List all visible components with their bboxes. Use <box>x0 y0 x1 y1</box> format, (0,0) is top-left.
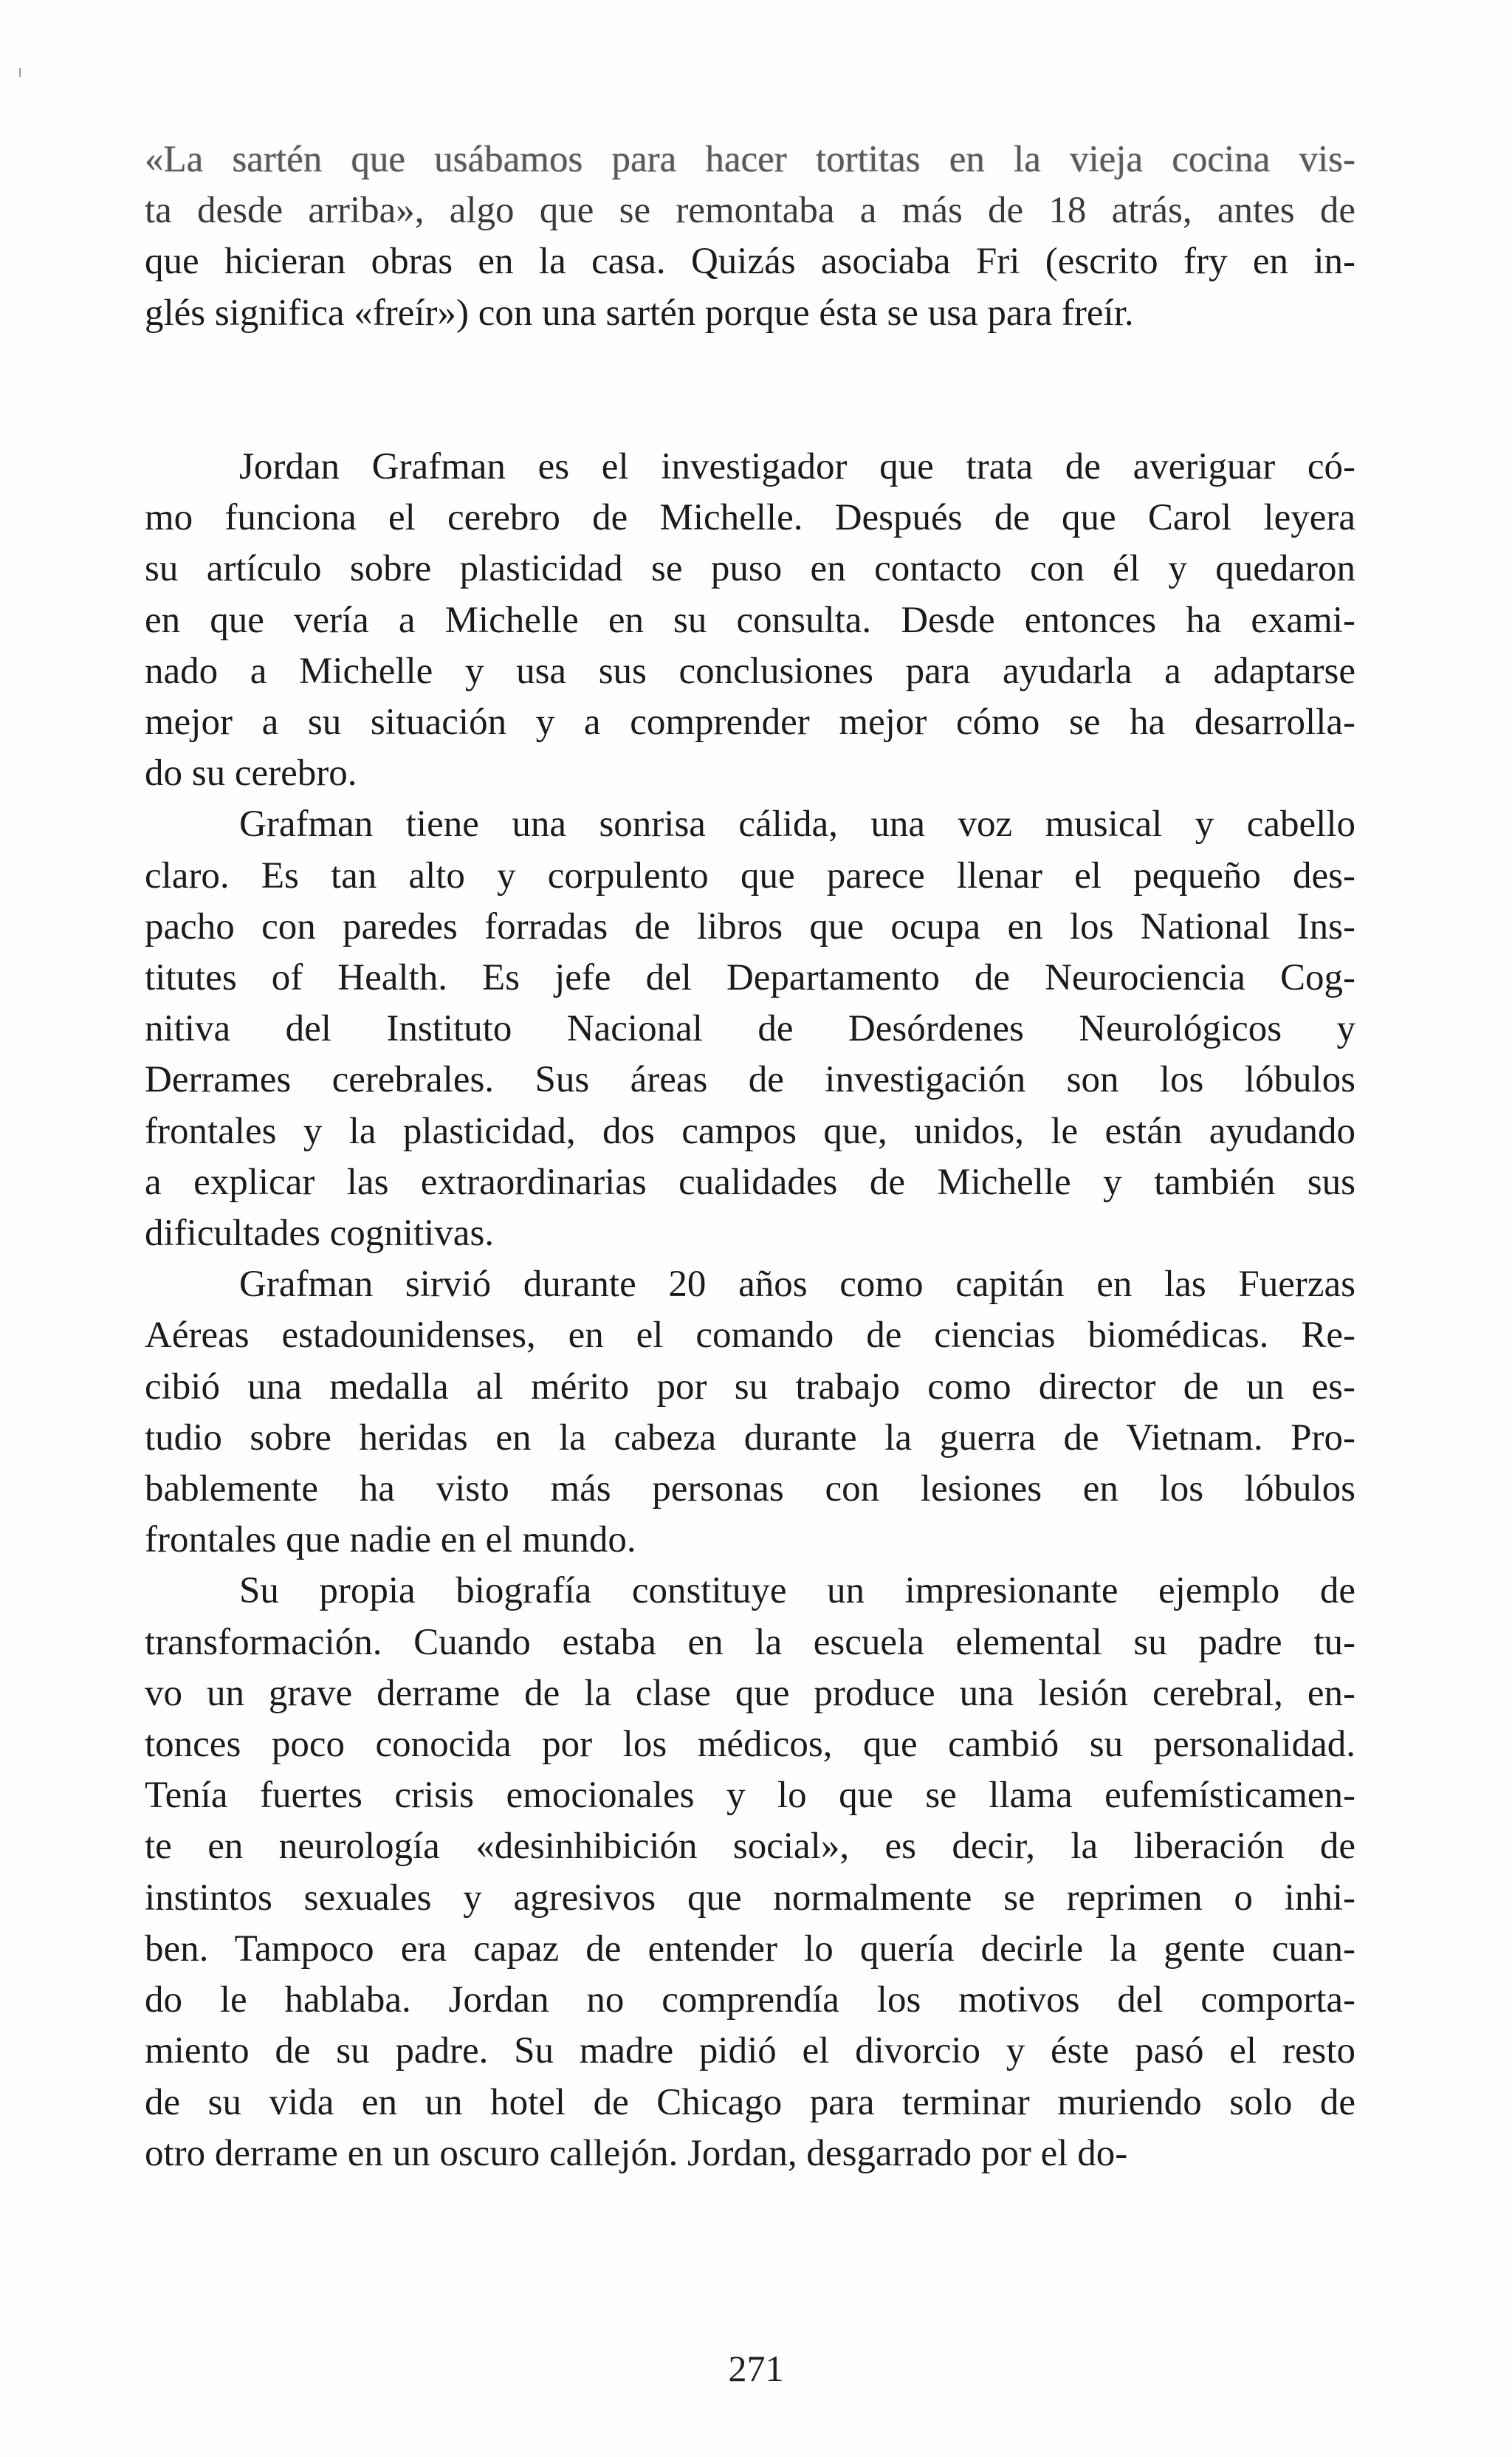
text-line: de su vida en un hotel de Chicago para terminar muriendo solo de <box>145 2081 1355 2123</box>
paragraph-0 <box>145 134 1355 339</box>
text-line: ta desde arriba», algo que se remontaba a más de 18 atrás, antes de <box>145 190 1355 232</box>
text-line: Jordan Grafman es el investigador que trata de averiguar có- <box>239 446 1355 487</box>
text-line: titutes of Health. Es jefe del Departamento de Neurociencia Cog- <box>145 957 1355 999</box>
text-line: frontales que nadie en el mundo. <box>145 1519 636 1561</box>
text-line: Grafman sirvió durante 20 años como capitán en las Fuerzas <box>239 1264 1355 1306</box>
text-line: cibió una medalla al mérito por su trabajo como director de un es- <box>145 1365 1355 1408</box>
text-line: mo funciona el cerebro de Michelle. Después de que Carol leyera <box>145 497 1355 539</box>
text-line: miento de su padre. Su madre pidió el divorcio y éste pasó el resto <box>145 2030 1355 2072</box>
text-line: Derrames cerebrales. Sus áreas de investigación son los lóbulos <box>145 1059 1355 1101</box>
text-line: Grafman tiene una sonrisa cálida, una voz musical y cabello <box>239 803 1355 846</box>
main-text <box>145 442 1355 2179</box>
text-line: tudio sobre heridas en la cabeza durante la guerra de Vietnam. Pro- <box>145 1416 1355 1459</box>
text-line: que hicieran obras en la casa. Quizás asociaba Fri (escrito fry en in- <box>145 241 1355 283</box>
text-line: vo un grave derrame de la clase que produce una lesión cerebral, en- <box>145 1672 1355 1714</box>
text-line: frontales y la plasticidad, dos campos que, unidos, le están ayudando <box>145 1110 1355 1152</box>
text-line: pacho con paredes forradas de libros que ocupa en los National Ins- <box>145 905 1355 947</box>
text-line: nitiva del Instituto Nacional de Desórdenes Neurológicos y <box>145 1008 1355 1050</box>
scan-mark <box>19 68 21 77</box>
paragraph-4 <box>145 1566 1355 2179</box>
paragraph-1 <box>145 442 1355 799</box>
text-line: Su propia biografía constituye un impresionante ejemplo de <box>239 1570 1355 1612</box>
text-line: otro derrame en un oscuro callejón. Jordan, desgarrado por el do- <box>145 2132 1128 2174</box>
top-paragraph <box>145 134 1355 339</box>
text-line: tonces poco conocida por los médicos, que cambió su personalidad. <box>145 1724 1355 1766</box>
text-line: a explicar las extraordinarias cualidades de Michelle y también sus <box>145 1161 1355 1203</box>
text-line: Tenía fuertes crisis emocionales y lo que se llama eufemísticamen- <box>145 1775 1355 1817</box>
text-line: mejor a su situación y a comprender mejor cómo se ha desarrolla- <box>145 702 1355 744</box>
text-line: nado a Michelle y usa sus conclusiones para ayudarla a adaptarse <box>145 650 1355 692</box>
text-line: bablemente ha visto más personas con lesiones en los lóbulos <box>145 1468 1355 1510</box>
text-line: do le hablaba. Jordan no comprendía los motivos del comporta- <box>145 1979 1355 2021</box>
paragraph-3 <box>145 1259 1355 1566</box>
text-line: do su cerebro. <box>145 753 357 795</box>
text-line: instintos sexuales y agresivos que normalmente se reprimen o inhi- <box>145 1877 1355 1919</box>
text-line: «La sartén que usábamos para hacer tortitas en la vieja cocina vis- <box>145 139 1355 180</box>
text-line: claro. Es tan alto y corpulento que parece llenar el pequeño des- <box>145 854 1355 897</box>
text-line: dificultades cognitivas. <box>145 1213 495 1255</box>
text-line: transformación. Cuando estaba en la escuela elemental su padre tu- <box>145 1621 1355 1663</box>
text-line: te en neurología «desinhibición social», es decir, la liberación de <box>145 1826 1355 1868</box>
paragraph-2 <box>145 799 1355 1259</box>
text-line: ben. Tampoco era capaz de entender lo quería decirle la gente cuan- <box>145 1927 1355 1970</box>
text-line: Aéreas estadounidenses, en el comando de ciencias biomédicas. Re- <box>145 1315 1355 1357</box>
text-line: glés significa «freír») con una sartén porque ésta se usa para freír. <box>145 292 1134 334</box>
text-line: en que vería a Michelle en su consulta. Desde entonces ha exami- <box>145 599 1355 641</box>
text-line: su artículo sobre plasticidad se puso en contacto con él y quedaron <box>145 548 1355 590</box>
page-number: 271 <box>728 2348 784 2389</box>
